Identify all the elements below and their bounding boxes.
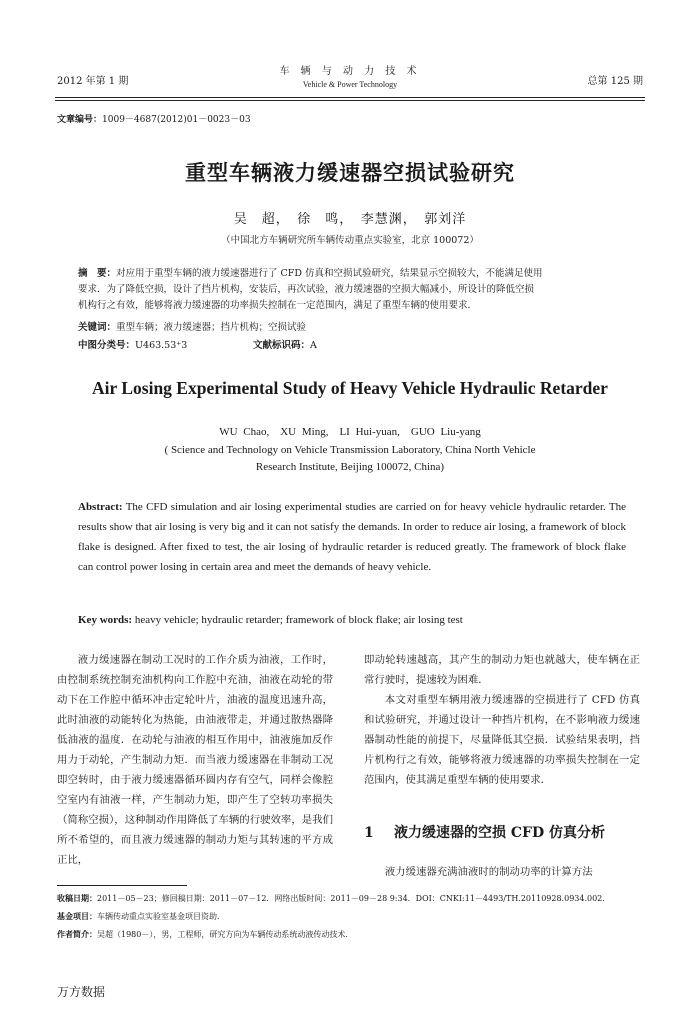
doc-code-value: A bbox=[310, 340, 317, 351]
body-paragraph: 液力缓速器充满油液时的制动功率的计算方法 bbox=[384, 866, 593, 878]
issue-left: 2012 年第 1 期 bbox=[57, 76, 129, 87]
journal-name-cn: 车 辆 与 动 力 技 术 bbox=[279, 66, 421, 77]
keywords-cn bbox=[78, 320, 626, 336]
abstract-cn bbox=[78, 266, 626, 314]
keywords-en-value: heavy vehicle; hydraulic retarder; framework of block flake; air losing test bbox=[134, 614, 463, 626]
header-rule bbox=[55, 97, 645, 98]
body-column-right bbox=[364, 650, 640, 790]
title-en: Air Losing Experimental Study of Heavy Vehicle Hydraulic Retarder bbox=[92, 378, 608, 398]
keywords-en-label: Key words: bbox=[78, 614, 133, 626]
body-paragraph: 本文对重型车辆用液力缓速器的空损进行了 CFD 仿真和试验研究，并通过设计一种挡片机构，在不影响液力缓速器制动性能的前提下，尽量降低其空损．试验结果表明，挡片机构行之有效，能够将液力缓速器的功率损失控制在一定范围内，使其满足重型车辆的使用要求． bbox=[364, 694, 640, 786]
footnote-dates-label: 收稿日期： bbox=[57, 893, 97, 903]
doc-code bbox=[253, 338, 317, 354]
section-number: 1 bbox=[364, 825, 374, 841]
header-rule-secondary bbox=[55, 100, 645, 101]
abstract-cn-line: 对应用于重型车辆的液力缓速器进行了 CFD 仿真和空损试验研究，结果显示空损较大，不能满足使用 bbox=[116, 268, 543, 279]
footnote-fund-label: 基金项目： bbox=[57, 911, 97, 921]
footnote-author bbox=[57, 927, 657, 942]
affiliation-en-line: Research Institute, Beijing 100072, China) bbox=[255, 461, 445, 473]
footnote-author-label: 作者简介： bbox=[57, 929, 97, 939]
abstract-en-label: Abstract: bbox=[78, 501, 123, 513]
section-heading bbox=[364, 822, 654, 842]
keywords-cn-label: 关键词： bbox=[78, 322, 117, 333]
body-column-left bbox=[57, 650, 333, 870]
article-number-value: 1009－4687(2012)01－0023－03 bbox=[102, 115, 251, 125]
body-paragraph: 即动轮转速越高，其产生的制动力矩也就越大，使车辆在正常行驶时，提速较为困难． bbox=[364, 654, 640, 686]
abstract-en-text: The CFD simulation and air losing experimental studies are carried on for heavy vehicle hydraulic retarder. The results show that air losing is very big and it can not satisfy the demands. In order to reduce air losing, a framework of block flake is designed. After fixed to test, the air losing of hydraulic retarder is reduced greatly. The framework of block flake can control power losing in certain area and meet the demands of heavy vehicle. bbox=[78, 501, 626, 573]
footnote-dates-text: 2011－05－23；修回稿日期：2011－07－12．网络出版时间：2011－09－28 9:34．DOI：CNKI:11－4493/TH.20110928.0934.002. bbox=[97, 894, 605, 903]
abstract-cn-label: 摘 要： bbox=[78, 268, 117, 279]
footnote-rule bbox=[57, 885, 187, 886]
clc-label: 中图分类号： bbox=[78, 340, 136, 351]
affiliation-en-line: ( Science and Technology on Vehicle Transmission Laboratory, China North Vehicle bbox=[164, 444, 536, 456]
authors-cn: 吴 超， 徐 鸣， 李慧渊， 郭刘洋 bbox=[233, 212, 467, 227]
article-number bbox=[57, 112, 251, 125]
authors-en: WU Chao, XU Ming, LI Hui-yuan, GUO Liu-yang bbox=[219, 426, 481, 438]
affiliation-cn: （中国北方车辆研究所车辆传动重点实验室，北京 100072） bbox=[221, 235, 479, 246]
footnote-fund bbox=[57, 909, 657, 924]
abstract-cn-line: 要求．为了降低空损，设计了挡片机构，安装后，再次试验，液力缓速器的空损大幅减小，所设计的降低空损 bbox=[78, 284, 535, 295]
section-title: 液力缓速器的空损 CFD 仿真分析 bbox=[394, 825, 605, 841]
issue-right: 总第 125 期 bbox=[587, 76, 643, 87]
article-number-label: 文章编号： bbox=[57, 115, 103, 125]
journal-name-en: Vehicle & Power Technology bbox=[302, 80, 398, 89]
body-column-right-continued bbox=[364, 862, 640, 882]
body-paragraph: 液力缓速器在制动工况时的工作介质为油液，工作时，由控制系统控制充油机构向工作腔中充油，油液在动轮的带动下在工作腔中循环冲击定轮叶片，油液的温度迅速升高，此时油液的动能转化为热能，由油液带走，并通过散热器降低油液的温度．在动轮与油液的相互作用中，油液施加反作用力于动轮，产生制动力矩．而当液力缓速器在非制动工况即空转时，由于液力缓速器循环圆内存有空气，同样会像腔空室内有油液一样，产生制动力矩，即产生了空转功率损失（简称空损），这种制动作用降低了车辆的行驶效率，是我们所不希望的，而且液力缓速器的制动力矩与其转速的平方成正比， bbox=[57, 654, 333, 866]
classification-line bbox=[78, 338, 626, 354]
keywords-en bbox=[78, 614, 626, 626]
footnote-author-text: 吴超（1980－），男，工程师，研究方向为车辆传动系统动液传动技术． bbox=[97, 930, 354, 939]
watermark: 万方数据 bbox=[57, 985, 106, 999]
title-cn: 重型车辆液力缓速器空损试验研究 bbox=[185, 160, 515, 185]
clc-value: U463.53⁺3 bbox=[135, 340, 188, 351]
footnote-dates bbox=[57, 891, 657, 906]
doc-code-label: 文献标识码： bbox=[253, 340, 311, 351]
keywords-cn-value: 重型车辆；液力缓速器；挡片机构；空损试验 bbox=[116, 322, 307, 333]
abstract-en bbox=[78, 497, 626, 577]
abstract-cn-line: 机构行之有效，能够将液力缓速器的功率损失控制在一定范围内，满足了重型车辆的使用要求． bbox=[78, 300, 478, 311]
footnote-fund-text: 车辆传动重点实验室基金项目资助． bbox=[97, 912, 225, 921]
